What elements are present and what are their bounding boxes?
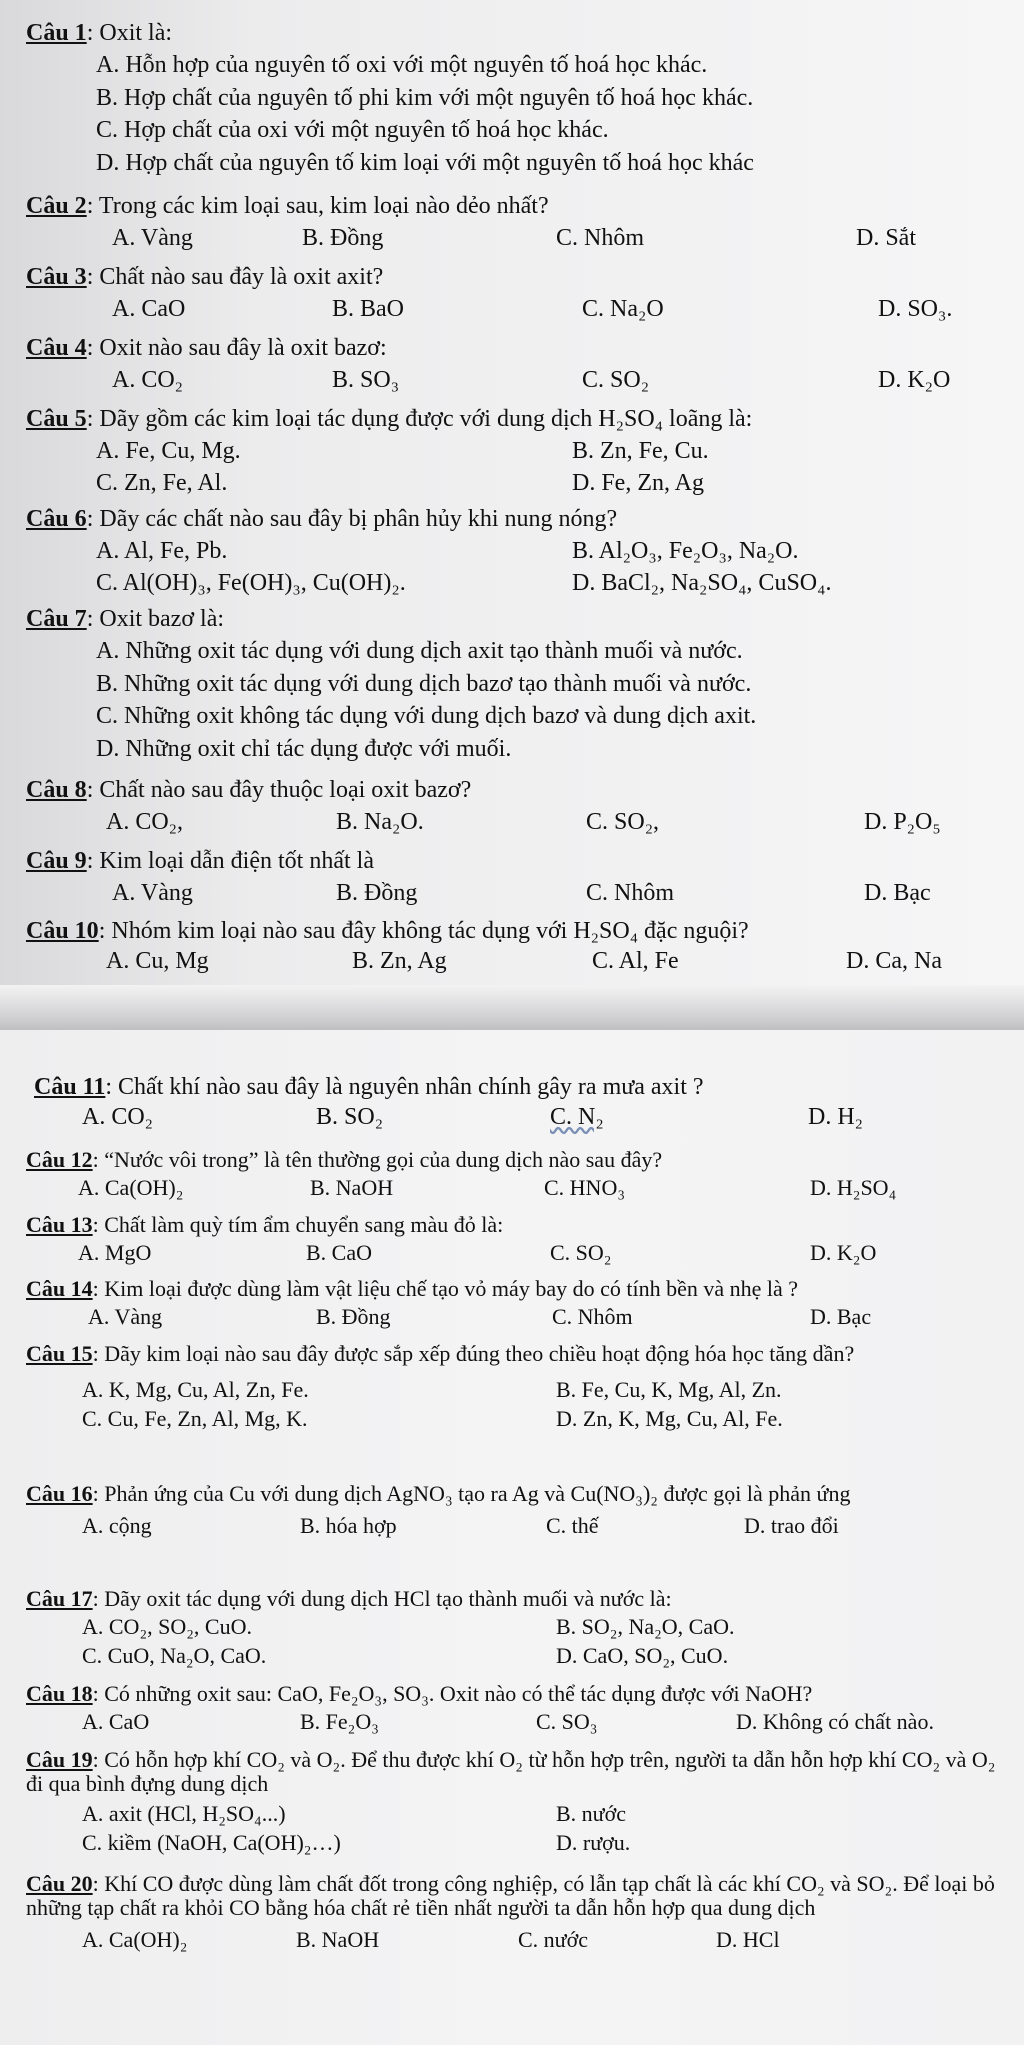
option-c: C. Zn, Fe, Al. bbox=[96, 470, 228, 497]
option-a: A. Vàng bbox=[112, 225, 193, 252]
question-text: Chất nào sau đây thuộc loại oxit bazơ? bbox=[99, 777, 472, 803]
option-b: B. Những oxit tác dụng với dung dịch bazơ tạo thành muối và nước. bbox=[96, 670, 752, 697]
option-d: D. Hợp chất của nguyên tố kim loại với một nguyên tố hoá học khác bbox=[96, 149, 754, 176]
option-b: B. Hợp chất của nguyên tố phi kim với một nguyên tố hoá học khác. bbox=[96, 84, 754, 111]
question-number: Câu 2 bbox=[26, 193, 87, 219]
option-b: B. Fe₂O₃ bbox=[300, 1709, 379, 1735]
option-d: D. K₂O bbox=[810, 1240, 877, 1266]
option-a: A. K, Mg, Cu, Al, Zn, Fe. bbox=[82, 1377, 309, 1403]
photo-divider bbox=[0, 985, 1024, 1030]
question-20: Câu 20: Khí CO được dùng làm chất đốt trong công nghiệp, có lẫn tạp chất là các khí CO₂ và SO₂. Để loại bỏ những tạp chất ra khỏi CO bằng hóa chất rẻ tiền nhất người ta dẫn hỗn hợp qua dung dịch A. Ca(OH)₂ B. NaOH C. nước D. HCl bbox=[26, 1871, 995, 1953]
option-c: C. Nhôm bbox=[552, 1304, 633, 1330]
question-13: Câu 13: Chất làm quỳ tím ẩm chuyển sang màu đỏ là: A. MgO B. CaO C. SO₂ D. K₂O bbox=[26, 1212, 877, 1266]
option-c: C. SO₃ bbox=[536, 1709, 598, 1735]
question-14: Câu 14: Kim loại được dùng làm vật liệu chế tạo vỏ máy bay do có tính bền và nhẹ là ? A. Vàng B. Đồng C. Nhôm D. Bạc bbox=[26, 1276, 872, 1330]
bottom-page-photo bbox=[0, 1030, 1024, 2045]
question-number: Câu 14 bbox=[26, 1276, 93, 1301]
option-b: B. Zn, Fe, Cu. bbox=[572, 438, 709, 465]
option-d: D. H₂SO₄ bbox=[810, 1175, 897, 1201]
question-5: Câu 5: Dãy gồm các kim loại tác dụng được với dung dịch H₂SO₄ loãng là: A. Fe, Cu, Mg. B. Zn, Fe, Cu. C. Zn, Fe, Al. D. Fe, Zn, Ag bbox=[26, 406, 753, 497]
question-7: Câu 7: Oxit bazơ là: A. Những oxit tác dụng với dung dịch axit tạo thành muối và nước. B. Những oxit tác dụng với dung dịch bazơ tạo thành muối và nước. C. Những oxit không tác dụng với dung dịch bazơ và dung dịch axit. D. Những oxit chỉ tác dụng được với muối. bbox=[26, 606, 1004, 762]
option-c: C. Nhôm bbox=[556, 225, 645, 252]
option-c: C. Na₂O bbox=[582, 296, 664, 323]
option-d: D. P₂O₅ bbox=[864, 809, 941, 836]
option-a: A. CO₂, SO₂, CuO. bbox=[82, 1614, 252, 1640]
option-d: D. BaCl₂, Na₂SO₄, CuSO₄. bbox=[572, 570, 832, 597]
option-b: B. NaOH bbox=[310, 1175, 394, 1201]
question-number: Câu 7 bbox=[26, 606, 87, 632]
option-b: B. Đồng bbox=[302, 225, 384, 252]
question-text: Kim loại dẫn điện tốt nhất là bbox=[99, 848, 374, 874]
option-a: A. CaO bbox=[112, 296, 186, 323]
option-a: A. Fe, Cu, Mg. bbox=[96, 438, 241, 465]
question-text: Oxit nào sau đây là oxit bazơ: bbox=[99, 335, 387, 361]
option-c: C. Nhôm bbox=[586, 880, 675, 907]
option-d: D. Bạc bbox=[810, 1304, 872, 1330]
question-9: Câu 9: Kim loại dẫn điện tốt nhất là A. Vàng B. Đồng C. Nhôm D. Bạc bbox=[26, 848, 931, 907]
question-11: Câu 11: Chất khí nào sau đây là nguyên nhân chính gây ra mưa axit ? A. CO₂ B. SO₂ C. N₂ D. H₂ bbox=[34, 1074, 864, 1131]
question-17: Câu 17: Dãy oxit tác dụng với dung dịch HCl tạo thành muối và nước là: A. CO₂, SO₂, CuO. B. SO₂, Na₂O, CaO. C. CuO, Na₂O, CaO. D. CaO, SO₂, CuO. bbox=[26, 1586, 735, 1669]
question-1: Câu 1: Oxit là: A. Hỗn hợp của nguyên tố oxi với một nguyên tố hoá học khác. B. Hợp chất của nguyên tố phi kim với một nguyên tố hoá học khác. C. Hợp chất của oxi với một nguyên tố hoá học khác. D. Hợp chất của nguyên tố kim loại với một nguyên tố hoá học khác bbox=[26, 20, 1004, 176]
option-d: D. Không có chất nào. bbox=[736, 1709, 934, 1735]
question-text: Dãy oxit tác dụng với dung dịch HCl tạo thành muối và nước là: bbox=[104, 1586, 672, 1611]
question-number: Câu 19 bbox=[26, 1747, 93, 1772]
question-text: Oxit là: bbox=[99, 20, 173, 46]
option-c: C. Những oxit không tác dụng với dung dịch bazơ và dung dịch axit. bbox=[96, 703, 757, 730]
option-c: C. Al(OH)₃, Fe(OH)₃, Cu(OH)₂. bbox=[96, 570, 406, 597]
option-b: B. NaOH bbox=[296, 1927, 380, 1953]
question-3: Câu 3: Chất nào sau đây là oxit axit? A. CaO B. BaO C. Na₂O D. SO₃. bbox=[26, 264, 953, 323]
question-text: Oxit bazơ là: bbox=[99, 606, 225, 632]
option-d: D. trao đổi bbox=[744, 1513, 839, 1539]
option-d: D. Sắt bbox=[856, 225, 916, 252]
option-d: D. HCl bbox=[716, 1927, 780, 1953]
option-a: A. CO₂ bbox=[112, 367, 184, 394]
question-15: Câu 15: Dãy kim loại nào sau đây được sắp xếp đúng theo chiều hoạt động hóa học tăng dần? A. K, Mg, Cu, Al, Zn, Fe. B. Fe, Cu, K, Mg, Al, Zn. C. Cu, Fe, Zn, Al, Mg, K. D. Zn, K, Mg, Cu, Al, Fe. bbox=[26, 1341, 855, 1432]
option-a: A. Vàng bbox=[112, 880, 193, 907]
option-d: D. SO₃. bbox=[878, 296, 953, 323]
option-b: B. Fe, Cu, K, Mg, Al, Zn. bbox=[556, 1377, 782, 1403]
option-b: B. Đồng bbox=[316, 1304, 391, 1330]
option-a: A. CO₂ bbox=[82, 1104, 154, 1131]
question-6: Câu 6: Dãy các chất nào sau đây bị phân hủy khi nung nóng? A. Al, Fe, Pb. B. Al₂O₃, Fe₂O₃, Na₂O. C. Al(OH)₃, Fe(OH)₃, Cu(OH)₂. D. BaCl₂, Na₂SO₄, CuSO₄. bbox=[26, 506, 832, 597]
question-18: Câu 18: Có những oxit sau: CaO, Fe₂O₃, SO₃. Oxit nào có thể tác dụng được với NaOH? A. CaO B. Fe₂O₃ C. SO₃ D. Không có chất nào. bbox=[26, 1681, 934, 1735]
question-number: Câu 4 bbox=[26, 335, 87, 361]
question-number: Câu 9 bbox=[26, 848, 87, 874]
question-text: Kim loại được dùng làm vật liệu chế tạo vỏ máy bay do có tính bền và nhẹ là ? bbox=[104, 1276, 799, 1301]
question-number: Câu 11 bbox=[34, 1074, 106, 1100]
question-text: Chất khí nào sau đây là nguyên nhân chính gây ra mưa axit ? bbox=[118, 1074, 704, 1100]
option-b: B. hóa hợp bbox=[300, 1513, 397, 1539]
option-d: D. H₂ bbox=[808, 1104, 864, 1131]
question-text: Chất làm quỳ tím ẩm chuyển sang màu đỏ là: bbox=[104, 1212, 504, 1237]
option-d: D. rượu. bbox=[556, 1830, 631, 1856]
option-c: C. thế bbox=[546, 1513, 599, 1539]
option-d: D. Ca, Na bbox=[846, 948, 942, 975]
option-c: C. Hợp chất của oxi với một nguyên tố hoá học khác. bbox=[96, 117, 609, 144]
question-number: Câu 17 bbox=[26, 1586, 93, 1611]
option-d: D. Fe, Zn, Ag bbox=[572, 470, 704, 497]
question-number: Câu 1 bbox=[26, 20, 87, 46]
option-b: B. Đồng bbox=[336, 880, 418, 907]
question-text: Có những oxit sau: CaO, Fe₂O₃, SO₃. Oxit nào có thể tác dụng được với NaOH? bbox=[104, 1681, 813, 1706]
option-b: B. Al₂O₃, Fe₂O₃, Na₂O. bbox=[572, 538, 799, 565]
question-number: Câu 6 bbox=[26, 506, 87, 532]
option-c: C. Al, Fe bbox=[592, 948, 679, 975]
question-4: Câu 4: Oxit nào sau đây là oxit bazơ: A. CO₂ B. SO₃ C. SO₂ D. K₂O bbox=[26, 335, 951, 394]
option-c: C. SO₂, bbox=[586, 809, 660, 836]
option-a: A. axit (HCl, H₂SO₄...) bbox=[82, 1801, 286, 1827]
question-number: Câu 13 bbox=[26, 1212, 93, 1237]
question-text: Khí CO được dùng làm chất đốt trong công nghiệp, có lẫn tạp chất là các khí CO₂ và SO₂. Để loại bỏ những tạp chất ra khỏi CO bằng hóa chất rẻ tiền nhất người ta dẫn hỗn hợp qua dung dịch bbox=[26, 1871, 995, 1921]
question-number: Câu 16 bbox=[26, 1481, 93, 1506]
question-number: Câu 5 bbox=[26, 406, 87, 432]
question-number: Câu 8 bbox=[26, 777, 87, 803]
option-b: B. nước bbox=[556, 1801, 626, 1827]
question-text: Chất nào sau đây là oxit axit? bbox=[99, 264, 384, 290]
option-b: B. Zn, Ag bbox=[352, 948, 447, 975]
top-page-photo bbox=[0, 0, 1024, 985]
option-c: C. HNO₃ bbox=[544, 1175, 626, 1201]
option-b: B. Na₂O. bbox=[336, 809, 424, 836]
option-b: B. SO₃ bbox=[332, 367, 400, 394]
option-b: B. SO₂ bbox=[316, 1104, 384, 1131]
question-8: Câu 8: Chất nào sau đây thuộc loại oxit bazơ? A. CO₂, B. Na₂O. C. SO₂, D. P₂O₅ bbox=[26, 777, 941, 836]
question-text: Dãy các chất nào sau đây bị phân hủy khi nung nóng? bbox=[99, 506, 618, 532]
option-c: C. N₂ bbox=[550, 1104, 604, 1131]
option-a: A. CO₂, bbox=[106, 809, 184, 836]
question-2: Câu 2: Trong các kim loại sau, kim loại nào dẻo nhất? A. Vàng B. Đồng C. Nhôm D. Sắt bbox=[26, 193, 916, 252]
option-c: C. CuO, Na₂O, CaO. bbox=[82, 1643, 267, 1669]
option-a: A. Ca(OH)₂ bbox=[78, 1175, 184, 1201]
option-b: B. CaO bbox=[306, 1240, 372, 1266]
option-a: A. Những oxit tác dụng với dung dịch axit tạo thành muối và nước. bbox=[96, 638, 743, 665]
option-d: D. Những oxit chỉ tác dụng được với muối. bbox=[96, 735, 512, 762]
question-number: Câu 15 bbox=[26, 1341, 93, 1366]
option-d: D. Bạc bbox=[864, 880, 931, 907]
option-a: A. MgO bbox=[78, 1240, 152, 1266]
question-10: Câu 10: Nhóm kim loại nào sau đây không tác dụng với H₂SO₄ đặc nguội? A. Cu, Mg B. Zn, Ag C. Al, Fe D. Ca, Na bbox=[26, 918, 942, 975]
option-b: B. SO₂, Na₂O, CaO. bbox=[556, 1614, 735, 1640]
question-12: Câu 12: “Nước vôi trong” là tên thường gọi của dung dịch nào sau đây? A. Ca(OH)₂ B. NaOH C. HNO₃ D. H₂SO₄ bbox=[26, 1147, 897, 1201]
option-c: C. SO₂ bbox=[550, 1240, 612, 1266]
question-number: Câu 18 bbox=[26, 1681, 93, 1706]
option-a: A. Cu, Mg bbox=[106, 948, 209, 975]
option-a: A. Al, Fe, Pb. bbox=[96, 538, 228, 565]
question-text: “Nước vôi trong” là tên thường gọi của dung dịch nào sau đây? bbox=[104, 1147, 663, 1172]
option-c: C. kiềm (NaOH, Ca(OH)₂…) bbox=[82, 1830, 341, 1856]
question-text: Trong các kim loại sau, kim loại nào dẻo nhất? bbox=[98, 193, 549, 219]
option-d: D. K₂O bbox=[878, 367, 951, 394]
question-text: Dãy gồm các kim loại tác dụng được với dung dịch H₂SO₄ loãng là: bbox=[99, 406, 753, 432]
option-c: C. SO₂ bbox=[582, 367, 650, 394]
option-d: D. Zn, K, Mg, Cu, Al, Fe. bbox=[556, 1406, 783, 1432]
option-a: A. Hỗn hợp của nguyên tố oxi với một nguyên tố hoá học khác. bbox=[96, 52, 708, 79]
question-text: Phản ứng của Cu với dung dịch AgNO₃ tạo ra Ag và Cu(NO₃)₂ được gọi là phản ứng bbox=[104, 1481, 851, 1506]
question-number: Câu 10 bbox=[26, 918, 99, 944]
question-19: Câu 19: Có hỗn hợp khí CO₂ và O₂. Để thu được khí O₂ từ hỗn hợp trên, người ta dẫn hỗn hợp khí CO₂ và O₂ đi qua bình đựng dung dịch A. axit (HCl, H₂SO₄...) B. nước C. kiềm (NaOH, Ca(OH)₂…) D. rượu. bbox=[26, 1747, 996, 1856]
option-a: A. Vàng bbox=[88, 1304, 163, 1330]
option-c: C. nước bbox=[518, 1927, 588, 1953]
question-text: Có hỗn hợp khí CO₂ và O₂. Để thu được khí O₂ từ hỗn hợp trên, người ta dẫn hỗn hợp khí CO₂ và O₂ đi qua bình đựng dung dịch bbox=[26, 1747, 996, 1797]
option-a: A. cộng bbox=[82, 1513, 152, 1539]
option-c: C. Cu, Fe, Zn, Al, Mg, K. bbox=[82, 1406, 308, 1432]
option-a: A. Ca(OH)₂ bbox=[82, 1927, 188, 1953]
question-16: Câu 16: Phản ứng của Cu với dung dịch AgNO₃ tạo ra Ag và Cu(NO₃)₂ được gọi là phản ứng A. cộng B. hóa hợp C. thế D. trao đổi bbox=[26, 1481, 851, 1539]
question-number: Câu 12 bbox=[26, 1147, 93, 1172]
option-b: B. BaO bbox=[332, 296, 404, 323]
question-number: Câu 3 bbox=[26, 264, 87, 290]
question-number: Câu 20 bbox=[26, 1871, 93, 1896]
option-d: D. CaO, SO₂, CuO. bbox=[556, 1643, 729, 1669]
question-text: Dãy kim loại nào sau đây được sắp xếp đúng theo chiều hoạt động hóa học tăng dần? bbox=[104, 1341, 855, 1366]
option-a: A. CaO bbox=[82, 1709, 150, 1735]
question-text: Nhóm kim loại nào sau đây không tác dụng với H₂SO₄ đặc nguội? bbox=[111, 918, 749, 944]
